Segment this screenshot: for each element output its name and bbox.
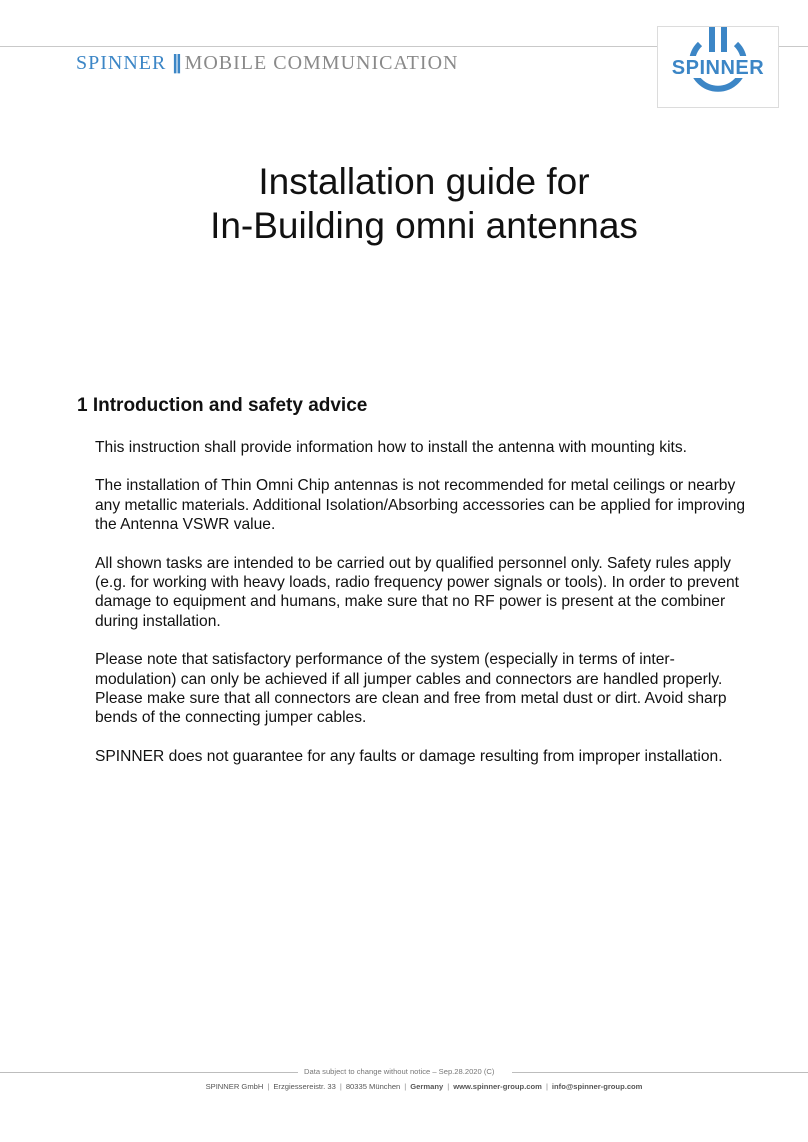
footer-rule-left bbox=[0, 1072, 298, 1073]
footer-divider: | bbox=[267, 1082, 270, 1091]
paragraph: This instruction shall provide information how to install the antenna with mounting kits. bbox=[95, 439, 687, 456]
logo-wordmark: SPINNER bbox=[671, 57, 765, 79]
footer-email-link[interactable]: info@spinner-group.com bbox=[551, 1082, 643, 1091]
footer-rule-right bbox=[512, 1072, 808, 1073]
section-heading: 1 Introduction and safety advice bbox=[77, 395, 368, 416]
footer-divider: | bbox=[545, 1082, 548, 1091]
paragraph: All shown tasks are intended to be carried out by qualified personnel only. Safety rules apply (e.g. for working with heavy loads, radio frequency power signals or tools). In order to prevent damage to equipment and humans, make sure that no RF power is present at the combiner during installation. bbox=[95, 554, 739, 630]
footer-divider: | bbox=[404, 1082, 407, 1091]
footer-country: Germany bbox=[410, 1082, 444, 1091]
footer-website-link[interactable]: www.spinner-group.com bbox=[453, 1082, 542, 1091]
footer-notice-row bbox=[0, 1065, 808, 1079]
brand-secondary: MOBILE COMMUNICATION bbox=[184, 51, 459, 74]
spinner-logo-icon bbox=[658, 27, 778, 107]
brand-separator: || bbox=[172, 51, 180, 74]
paragraph: SPINNER does not guarantee for any faults or damage resulting from improper installation. bbox=[95, 747, 723, 765]
spinner-logo bbox=[657, 26, 779, 108]
brand-primary: SPINNER bbox=[76, 51, 167, 74]
footer-contact bbox=[0, 1082, 808, 1091]
footer-company: SPINNER GmbH bbox=[205, 1082, 264, 1091]
title-line-2: In-Building omni antennas bbox=[210, 205, 638, 246]
document-title bbox=[0, 160, 808, 248]
paragraph: Please note that satisfactory performance of the system (especially in terms of inter-modulation) can only be achieved if all jumper cables and connectors are handled properly. Please make sure that all connectors are clean and free from metal dust or dirt. Avoid sharp bends of the connecting jumper cables. bbox=[95, 651, 727, 727]
section-body bbox=[95, 438, 755, 785]
footer-street: Erzgiessereistr. 33 bbox=[273, 1082, 336, 1091]
footer-notice: Data subject to change without notice – Sep.28.2020 (C) bbox=[304, 1067, 495, 1076]
footer-divider: | bbox=[339, 1082, 342, 1091]
paragraph: The installation of Thin Omni Chip antennas is not recommended for metal ceilings or nearby any metallic materials. Additional Isolation/Absorbing accessories can be applied for improving the Antenna VSWR value. bbox=[95, 477, 746, 534]
footer-divider: | bbox=[447, 1082, 450, 1091]
footer-city: 80335 München bbox=[345, 1082, 401, 1091]
title-line-1: Installation guide for bbox=[258, 161, 590, 202]
brand-line bbox=[76, 50, 458, 76]
